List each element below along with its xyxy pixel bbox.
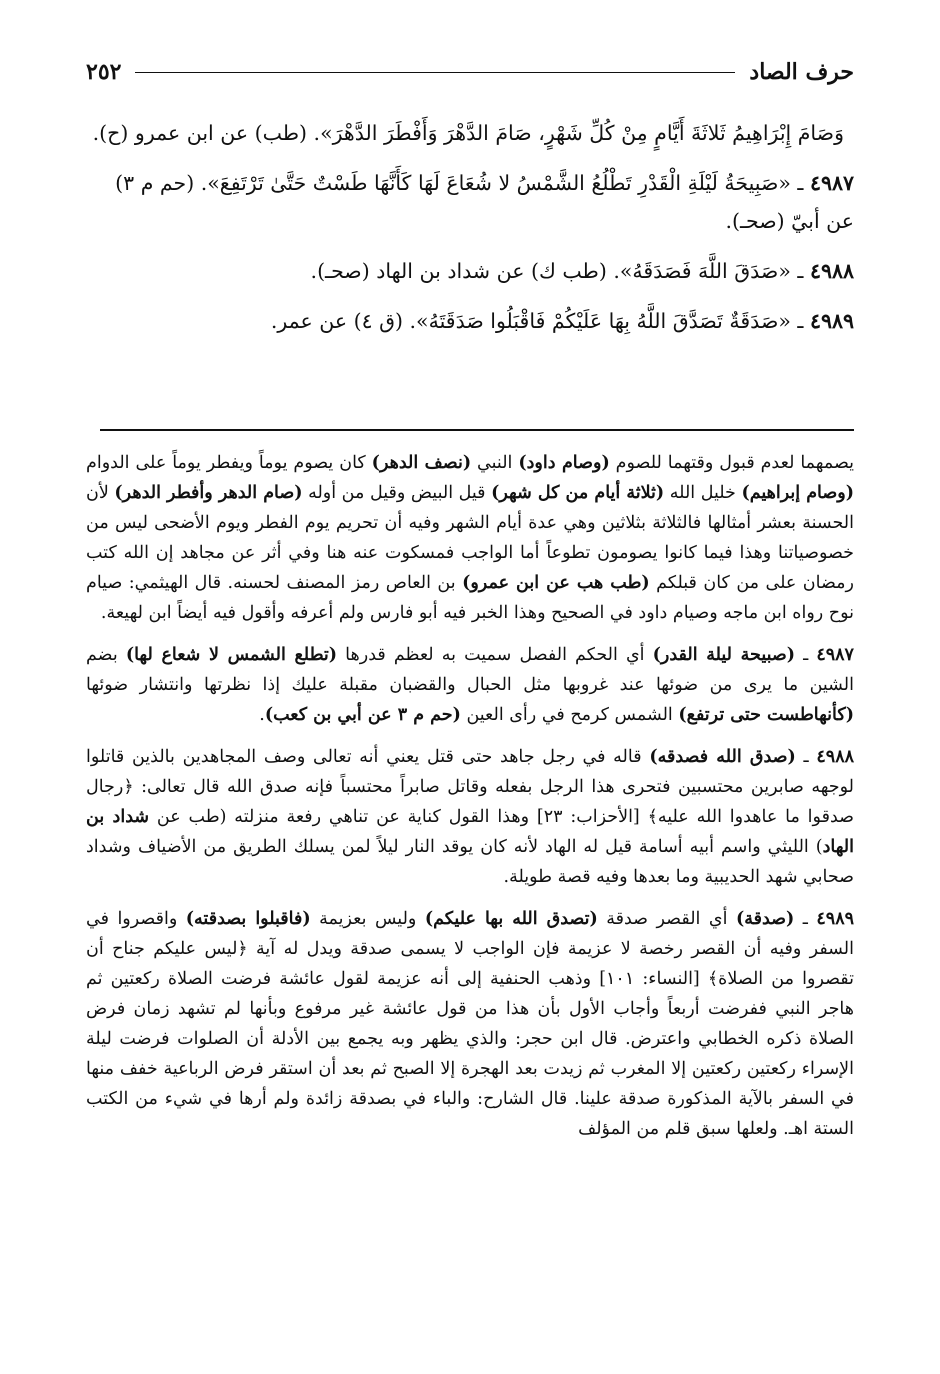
hadith-number: ٤٩٨٩	[809, 309, 854, 333]
commentary-text: (طب عن	[149, 807, 227, 827]
commentary-text: قيل البيض وقيل من أوله	[302, 483, 492, 503]
commentary-text: أي القصر صدقة	[597, 909, 736, 929]
commentary-text: ) الليثي واسم أبيه أسامة قيل له الهاد لأنه كان يوقد النار ليلاً لمن يسلك الطريق من الأضياف وشداد صحابي شهد الحديبية وما بعدها وفيه قصة طويلة.	[86, 837, 854, 887]
commentary-number: ٤٩٨٩	[816, 909, 855, 929]
page-number: ٢٥٢	[86, 59, 122, 85]
commentary-quote: (ثلاثة أيام من كل شهر)	[491, 483, 665, 503]
commentary-quote: (صام الدهر وأفطر الدهر)	[114, 483, 303, 503]
commentary-quote: (صدقة)	[735, 909, 795, 929]
commentary-quote: شداد بن الهاد	[86, 807, 854, 857]
running-header	[86, 52, 854, 92]
commentary-text: .	[259, 705, 265, 725]
hadith-4988	[86, 252, 854, 290]
commentary	[86, 448, 854, 1144]
commentary-quote: (صبيحة ليلة القدر)	[652, 645, 796, 665]
commentary-quote: (وصام إبراهيم)	[741, 483, 854, 503]
header-rule	[135, 72, 735, 73]
commentary-quote: (حم م ٣ عن أبي بن كعب)	[264, 705, 461, 725]
commentary-text: خليل الله	[664, 483, 742, 503]
commentary-number: ٤٩٨٨	[816, 747, 854, 767]
hadith-number: ٤٩٨٧	[809, 171, 854, 195]
commentary-text: قاله في رجل جاهد حتى قتل يعني أنه تعالى وصف المجاهدين بالذين قاتلوا لوجهه صابرين محتسبين فتحرى هذا الرجل بفعله وقاتل صابراً محتسباً فإنه صدق الله قال تعالى: ﴿رجال صدقوا ما عاهدوا الله عليه﴾ [الأحزاب: ٢٣] وهذا القول كناية عن تناهي رفعة منزلته	[86, 747, 854, 827]
commentary-text: لأن الحسنة بعشر أمثالها فالثلاثة بثلاثين وهي عدة أيام الشهر وفيه أن تحريم يوم الفطر ويوم الأضحى ليس من خصوصياتنا وهذا فيما كانوا يصومون تطوعاً أما الواجب فمسكوت عنه هنا وفي أثر عن مجاهد إن الله كتب رمضان على من كان قبلكم	[86, 483, 854, 593]
commentary-text: الشمس كرمح في رأى العين	[460, 705, 679, 725]
commentary-text: النبي	[471, 453, 519, 473]
commentary-text: يصمهما لعدم قبول وقتهما للصوم	[609, 453, 854, 473]
hadith-continuation	[86, 114, 854, 152]
commentary-quote: (وصام داود)	[518, 453, 610, 473]
commentary-text: وليس بعزيمة	[310, 909, 425, 929]
commentary-text: ـ	[795, 747, 817, 767]
commentary-text: واقصروا في السفر وفيه أن القصر رخصة لا عزيمة فإن الواجب لا يسمى صدقة ويدل له آية ﴿ليس عليكم جناح أن تقصروا من الصلاة﴾ [النساء: ١٠١] وذهب الحنفية إلى أنه عزيمة لقول عائشة فرضت الصلاة ركعتين ثم هاجر النبي ففرضت أربعاً وأجاب الأول بأن هذا من قول عائشة غير مرفوع وبأنها لم تشهد زمان فرض الصلاة ذكره الخطابي واعترض. قال ابن حجر: والذي يظهر وبه يجمع بين الأدلة أن الصلوات فرضت ليلة الإسراء ركعتين ركعتين إلا المغرب ثم زيدت بعد الهجرة إلا الصبح ثم بعد أن استقر فرض الرباعية خفف منها في السفر بالآية المذكورة صدقة علينا. قال الشارح: والباء في بصدقة زائدة ولم أرها في شيء من الكتب الستة اهـ. ولعلها سبق قلم من المؤلف	[86, 909, 854, 1139]
commentary-quote: (تصدق الله بها عليكم)	[424, 909, 598, 929]
commentary-text: كان يصوم يوماً ويفطر يوماً على الدوام	[86, 453, 372, 473]
commentary-text: أي الحكم الفصل سميت به لعظم قدرها	[337, 645, 653, 665]
commentary-quote: (فاقبلوا بصدقته)	[185, 909, 311, 929]
commentary-text: بضم الشين ما يرى من ضوئها عند غروبها مثل الحبال والقضبان مقبلة عليك إذا نظرتها وانتشار ضوئها	[86, 645, 854, 695]
hadith-text-4988: ـ «صَدَقَ اللَّهَ فَصَدَقَهُ». (طب ك) عن شداد بن الهاد (صحـ).	[310, 259, 804, 283]
commentary-paragraph-4989	[86, 904, 854, 1144]
commentary-quote: (صدق الله فصدقه)	[649, 747, 796, 767]
hadith-text	[86, 114, 854, 340]
commentary-paragraph-4987	[86, 640, 854, 730]
hadith-4987	[86, 164, 854, 240]
footnote-divider	[100, 429, 854, 431]
commentary-quote: (نصف الدهر)	[371, 453, 472, 473]
hadith-number: ٤٩٨٨	[809, 259, 854, 283]
commentary-number: ٤٩٨٧	[816, 645, 854, 665]
commentary-text: ـ	[795, 645, 817, 665]
commentary-quote: (طب هب عن ابن عمرو)	[462, 573, 650, 593]
hadith-4989	[86, 302, 854, 340]
commentary-paragraph-4988	[86, 742, 854, 892]
chapter-title: حرف الصاد	[749, 59, 854, 85]
commentary-text: بن العاص رمز المصنف لحسنه. قال الهيثمي: صيام نوح رواه ابن ماجه وصيام داود في الصحيح وهذا الخبر فيه أبو فارس ولم أعرفه وأقول فيه أيضاً ابن لهيعة.	[86, 573, 854, 623]
commentary-quote: (تطلع الشمس لا شعاع لها)	[125, 645, 338, 665]
commentary-text: ـ	[794, 909, 817, 929]
commentary-paragraph-1	[86, 448, 854, 628]
commentary-quote: (كأنهاطست حتى ترتفع)	[678, 705, 854, 725]
hadith-text-4989: ـ «صَدَقَةٌ تَصَدَّقَ اللَّهُ بِهَا عَلَيْكُمْ فَاقْبَلُوا صَدَقَتَهُ». (ق ٤) عن عمر.	[270, 309, 804, 333]
hadith-continuation-text: وَصَامَ إِبْرَاهِيمُ ثَلاثَةَ أَيَّامٍ مِنْ كُلِّ شَهْرٍ، صَامَ الدَّهْرَ وَأَفْطَرَ الدَّهْرَ». (طب) عن ابن عمرو (ح).	[92, 121, 844, 145]
hadith-text-4987: ـ «صَبِيحَةُ لَيْلَةِ الْقَدْرِ تَطْلُعُ الشَّمْسُ لا شُعَاعَ لَهَا كَأَنَّهَا طَسْتٌ حَتَّىٰ تَرْتَفِعَ». (حم م ٣) عن أبيّ (صحـ).	[115, 171, 854, 233]
